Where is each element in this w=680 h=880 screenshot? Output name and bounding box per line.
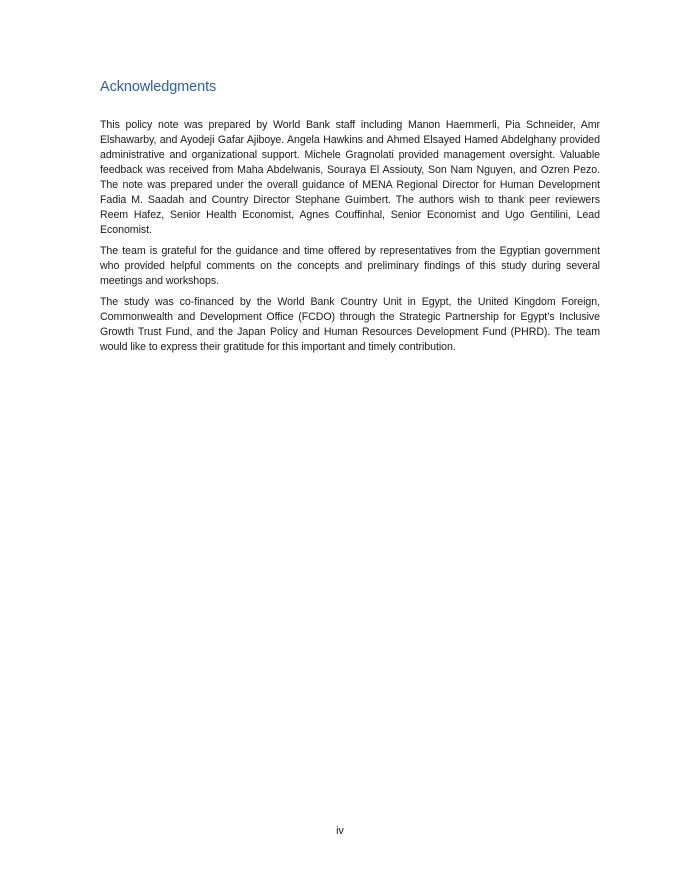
section-heading: Acknowledgments — [100, 79, 217, 95]
paragraph-authors: This policy note was prepared by World Bank staff including Manon Haemmerli, Pia Schneider, Amr Elshawarby, and Ayodeji Gafar Ajiboye. Angela Hawkins and Ahmed Elsayed Hamed Abdelghany provided administrative and organizational support. Michele Gragnolati provided management oversight. Valuable feedback was received from Maha Abdelwanis, Souraya El Assiouty, Son Nam Nguyen, and Ozren Pezo. The note was prepared under the overall guidance of MENA Regional Director for Human Development Fadia M. Saadah and Country Director Stephane Guimbert. The authors wish to thank peer reviewers Reem Hafez, Senior Health Economist, Agnes Couffinhal, Senior Economist and Ugo Gentilini, Lead Economist. — [100, 119, 600, 236]
paragraph-funding: The study was co-financed by the World Bank Country Unit in Egypt, the United Kingdom Foreign, Commonwealth and Development Office (FCDO) through the Strategic Partnership for Egypt’s Inclusive Growth Trust Fund, and the Japan Policy and Human Resources Development Fund (PHRD). The team would like to express their gratitude for this important and timely contribution. — [100, 296, 600, 353]
page-number: iv — [336, 825, 344, 837]
acknowledgments-body — [100, 118, 600, 361]
paragraph-government-thanks: The team is grateful for the guidance and time offered by representatives from the Egyptian government who provided helpful comments on the concepts and preliminary findings of this study during several meetings and workshops. — [100, 245, 600, 287]
